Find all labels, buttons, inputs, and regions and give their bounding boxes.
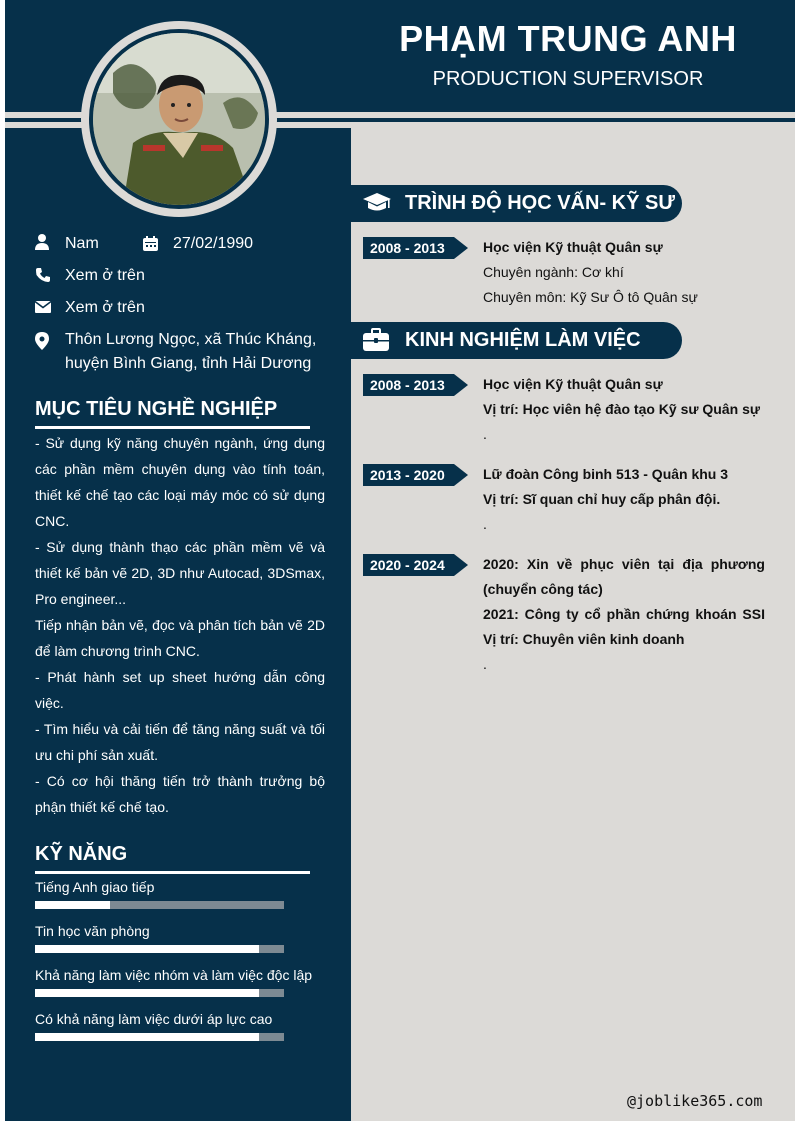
- entry-dot: .: [483, 516, 487, 532]
- watermark: @joblike365.com: [627, 1092, 763, 1110]
- experience-entry: [483, 462, 765, 537]
- period-label: 2008 - 2013: [370, 240, 445, 256]
- education-heading: TRÌNH ĐỘ HỌC VẤN- KỸ SƯ: [405, 192, 675, 214]
- objective-paragraph: - Phát hành set up sheet hướng dẫn công việc.: [35, 669, 325, 711]
- skill-bar-fill: [35, 1033, 259, 1041]
- skill-bar: [35, 945, 284, 953]
- birthdate: 27/02/1990: [173, 235, 254, 252]
- skill-bar: [35, 901, 284, 909]
- location-pin-icon: [35, 332, 49, 350]
- envelope-icon: [35, 301, 51, 313]
- person-icon: [35, 234, 49, 250]
- skill-bar: [35, 989, 284, 997]
- briefcase-icon: [363, 328, 389, 352]
- experience-entry: [483, 372, 765, 447]
- position: 2021: Công ty cổ phần chứng khoán SSI Vị trí: Chuyên viên kinh doanh: [483, 606, 765, 647]
- organization: Học viện Kỹ thuật Quân sự: [483, 376, 663, 392]
- gender: Nam: [65, 235, 99, 252]
- resume-page: [5, 0, 795, 1121]
- candidate-name: PHẠM TRUNG ANH: [399, 18, 737, 59]
- objective-paragraph: - Sử dụng thành thạo các phần mềm vẽ và thiết kế bản vẽ 2D, 3D như Autocad, 3DSmax, Pro engineer...: [35, 539, 325, 607]
- candidate-title: PRODUCTION SUPERVISOR: [432, 68, 704, 90]
- email: Xem ở trên: [65, 299, 145, 316]
- skill-label: Tin học văn phòng: [35, 923, 150, 939]
- avatar: [93, 33, 265, 205]
- skill-bar-fill: [35, 901, 110, 909]
- objective-paragraph: - Sử dụng kỹ năng chuyên ngành, ứng dụng các phần mềm chuyên dụng vào tính toán, thiết kế chế tạo các loại máy móc có sử dụng CNC.: [35, 435, 325, 529]
- major: Chuyên ngành: Cơ khí: [483, 264, 624, 280]
- specialty: Chuyên môn: Kỹ Sư Ô tô Quân sự: [483, 289, 698, 305]
- skill-label: Khả năng làm việc nhóm và làm việc độc lập: [35, 967, 313, 983]
- school-name: Học viện Kỹ thuật Quân sự: [483, 239, 663, 255]
- objective-text: [35, 430, 325, 820]
- skill-label: Tiếng Anh giao tiếp: [35, 879, 155, 895]
- objective-paragraph: - Tìm hiểu và cải tiến để tăng năng suất và tối ưu chi phí sản xuất.: [35, 721, 325, 763]
- objective-heading: MỤC TIÊU NGHỀ NGHIỆP: [35, 398, 278, 420]
- phone-icon: [35, 267, 51, 283]
- experience-heading: KINH NGHIỆM LÀM VIỆC: [405, 329, 641, 351]
- address-line-2: huyện Bình Giang, tỉnh Hải Dương: [65, 355, 312, 372]
- organization: Lữ đoàn Công binh 513 - Quân khu 3: [483, 466, 729, 482]
- period-label: 2013 - 2020: [370, 467, 445, 483]
- position: Vị trí: Học viên hệ đào tạo Kỹ sư Quân sự: [483, 401, 760, 417]
- address-line-1: Thôn Lương Ngọc, xã Thúc Kháng,: [65, 331, 317, 348]
- graduation-cap-icon: [363, 191, 391, 215]
- objective-paragraph: - Có cơ hội thăng tiến trở thành trưởng bộ phận thiết kế chế tạo.: [35, 773, 325, 815]
- skill-label: Có khả năng làm việc dưới áp lực cao: [35, 1011, 273, 1027]
- position: Vị trí: Sĩ quan chỉ huy cấp phân đội.: [483, 491, 721, 507]
- skill-bar-fill: [35, 945, 259, 953]
- period-label: 2008 - 2013: [370, 377, 445, 393]
- calendar-icon: [143, 236, 158, 251]
- education-entry: [483, 235, 765, 310]
- period-label: 2020 - 2024: [370, 557, 445, 573]
- skill-bar: [35, 1033, 284, 1041]
- entry-dot: .: [483, 426, 487, 442]
- entry-dot: .: [483, 656, 487, 672]
- experience-entry: [483, 552, 765, 677]
- phone: Xem ở trên: [65, 267, 145, 284]
- objective-paragraph: Tiếp nhận bản vẽ, đọc và phân tích bản vẽ 2D để làm chương trình CNC.: [35, 617, 325, 659]
- organization: 2020: Xin về phục viên tại địa phương (chuyển công tác): [483, 556, 765, 597]
- skill-bar-fill: [35, 989, 259, 997]
- skills-heading: KỸ NĂNG: [35, 843, 128, 865]
